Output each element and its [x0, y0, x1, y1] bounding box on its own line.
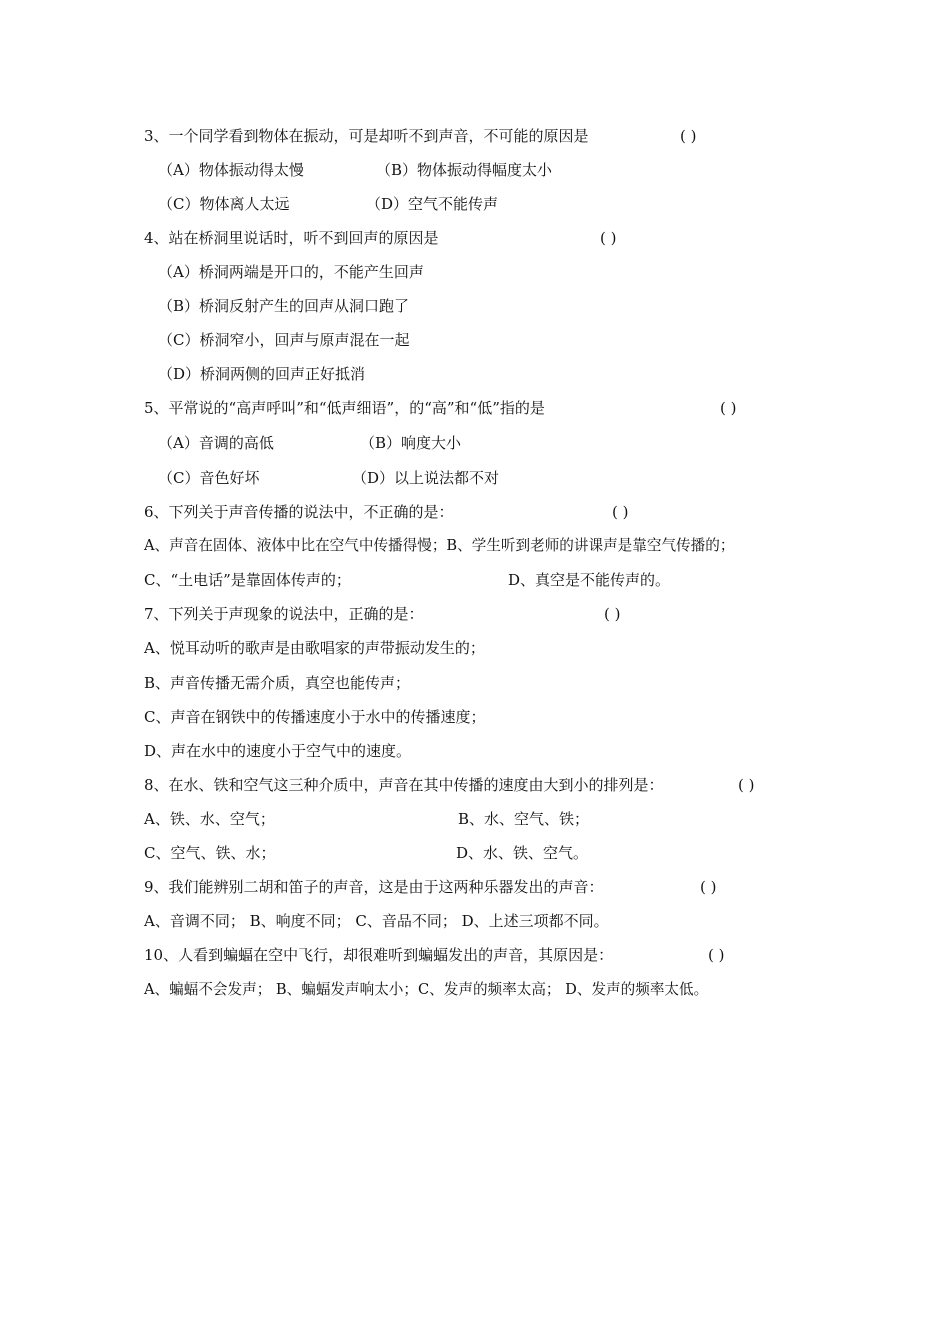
q7-option-c: C、声音在钢铁中的传播速度小于水中的传播速度； [144, 708, 486, 726]
q3-option-b: （B）物体振动得幅度太小 [376, 161, 553, 179]
q7-option-a: A、悦耳动听的歌声是由歌唱家的声带振动发生的； [144, 639, 485, 657]
q10-stem: 10、人看到蝙蝠在空中飞行，却很难听到蝙蝠发出的声音，其原因是： [144, 946, 614, 964]
q10-options: A、蝙蝠不会发声； B、蝙蝠发声响太小；C、发声的频率太高； D、发声的频率太低。 [144, 981, 709, 998]
q5-option-a: （A）音调的高低 [158, 434, 274, 452]
q3-option-c: （C）物体离人太远 [158, 195, 290, 213]
q5-option-b: （B）响度大小 [360, 434, 462, 452]
q3-option-d: （D）空气不能传声 [366, 195, 499, 213]
q7-option-b: B、声音传播无需介质，真空也能传声； [144, 674, 411, 692]
q10-answer-paren: ( ) [708, 946, 725, 964]
q8-option-c: C、空气、铁、水； [144, 844, 276, 862]
q8-option-b: B、水、空气、铁； [458, 810, 590, 828]
q5-option-c: （C）音色好坏 [158, 469, 260, 487]
q5-option-d: （D）以上说法都不对 [352, 469, 500, 487]
q6-stem: 6、下列关于声音传播的说法中，不正确的是： [144, 503, 454, 521]
q4-option-b: （B）桥洞反射产生的回声从洞口跑了 [158, 297, 410, 315]
q4-stem: 4、站在桥洞里说话时，听不到回声的原因是 [144, 229, 439, 247]
q9-answer-paren: ( ) [700, 878, 717, 896]
q4-option-a: （A）桥洞两端是开口的，不能产生回声 [158, 263, 424, 281]
q8-option-d: D、水、铁、空气。 [456, 844, 589, 862]
q4-option-d: （D）桥洞两侧的回声正好抵消 [158, 365, 366, 383]
q9-options: A、音调不同； B、响度不同； C、音品不同； D、上述三项都不同。 [144, 912, 609, 930]
q6-option-d: D、真空是不能传声的。 [508, 571, 671, 589]
q6-options-ab: A、声音在固体、液体中比在空气中传播得慢；B、学生听到老师的讲课声是靠空气传播的； [144, 537, 735, 554]
q3-stem: 3、一个同学看到物体在振动，可是却听不到声音，不可能的原因是 [144, 127, 589, 145]
q6-answer-paren: ( ) [612, 503, 629, 521]
q8-option-a: A、铁、水、空气； [144, 810, 275, 828]
q9-stem: 9、我们能辨别二胡和笛子的声音，这是由于这两种乐器发出的声音： [144, 878, 604, 896]
q4-answer-paren: ( ) [600, 229, 617, 247]
q3-option-a: （A）物体振动得太慢 [158, 161, 304, 179]
q7-answer-paren: ( ) [604, 605, 621, 623]
q5-stem: 5、平常说的“高声呼叫”和“低声细语”，的“高”和“低”指的是 [144, 399, 545, 417]
q8-stem: 8、在水、铁和空气这三种介质中，声音在其中传播的速度由大到小的排列是： [144, 776, 664, 794]
q8-answer-paren: ( ) [738, 776, 755, 794]
q5-answer-paren: ( ) [720, 399, 737, 417]
q3-answer-paren: ( ) [680, 127, 697, 145]
q7-option-d: D、声在水中的速度小于空气中的速度。 [144, 742, 412, 760]
q6-option-c: C、“土电话”是靠固体传声的； [144, 571, 351, 589]
q7-stem: 7、下列关于声现象的说法中，正确的是： [144, 605, 424, 623]
q4-option-c: （C）桥洞窄小，回声与原声混在一起 [158, 331, 410, 349]
